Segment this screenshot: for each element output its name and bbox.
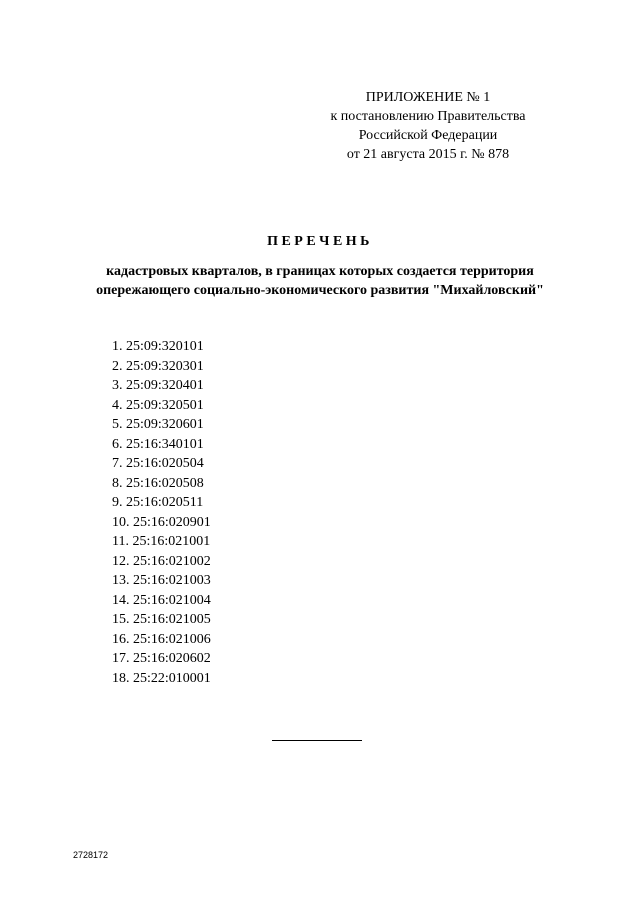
list-item: 1. 25:09:320101 [112, 339, 204, 354]
end-divider [272, 740, 362, 741]
list-item: 7. 25:16:020504 [112, 456, 204, 471]
list-item: 16. 25:16:021006 [112, 631, 211, 647]
list-item: 2. 25:09:320301 [112, 358, 204, 374]
appendix-header [300, 88, 556, 164]
list-item: 17. 25:16:020602 [112, 651, 211, 666]
list-item: 5. 25:09:320601 [112, 417, 204, 432]
list-item: 8. 25:16:020508 [112, 475, 204, 491]
list-item: 12. 25:16:021002 [112, 553, 211, 569]
list-item: 13. 25:16:021003 [112, 573, 211, 588]
subtitle-line-2: опережающего социально-экономического развития "Михайловский" [96, 283, 544, 298]
page-subtitle [0, 262, 640, 300]
appendix-resolution-line: к постановлению Правительства [330, 109, 526, 124]
list-item: 4. 25:09:320501 [112, 397, 204, 413]
document-code: 2728172 [73, 850, 109, 860]
list-item: 18. 25:22:010001 [112, 670, 211, 686]
list-item: 11. 25:16:021001 [112, 534, 211, 549]
appendix-date-line: от 21 августа 2015 г. № 878 [346, 147, 510, 162]
subtitle-line-1: кадастровых кварталов, в границах которых создается территория [106, 264, 534, 279]
appendix-number: ПРИЛОЖЕНИЕ № 1 [365, 90, 491, 105]
list-item: 15. 25:16:021005 [112, 612, 211, 627]
list-item: 6. 25:16:340101 [112, 436, 204, 452]
appendix-government-line: Российской Федерации [358, 128, 498, 143]
list-item: 3. 25:09:320401 [112, 378, 204, 393]
cadastral-quarters-list [112, 337, 211, 688]
list-item: 10. 25:16:020901 [112, 514, 211, 530]
list-item: 14. 25:16:021004 [112, 592, 211, 608]
page-title: ПЕРЕЧЕНЬ [267, 234, 373, 249]
list-item: 9. 25:16:020511 [112, 495, 204, 510]
